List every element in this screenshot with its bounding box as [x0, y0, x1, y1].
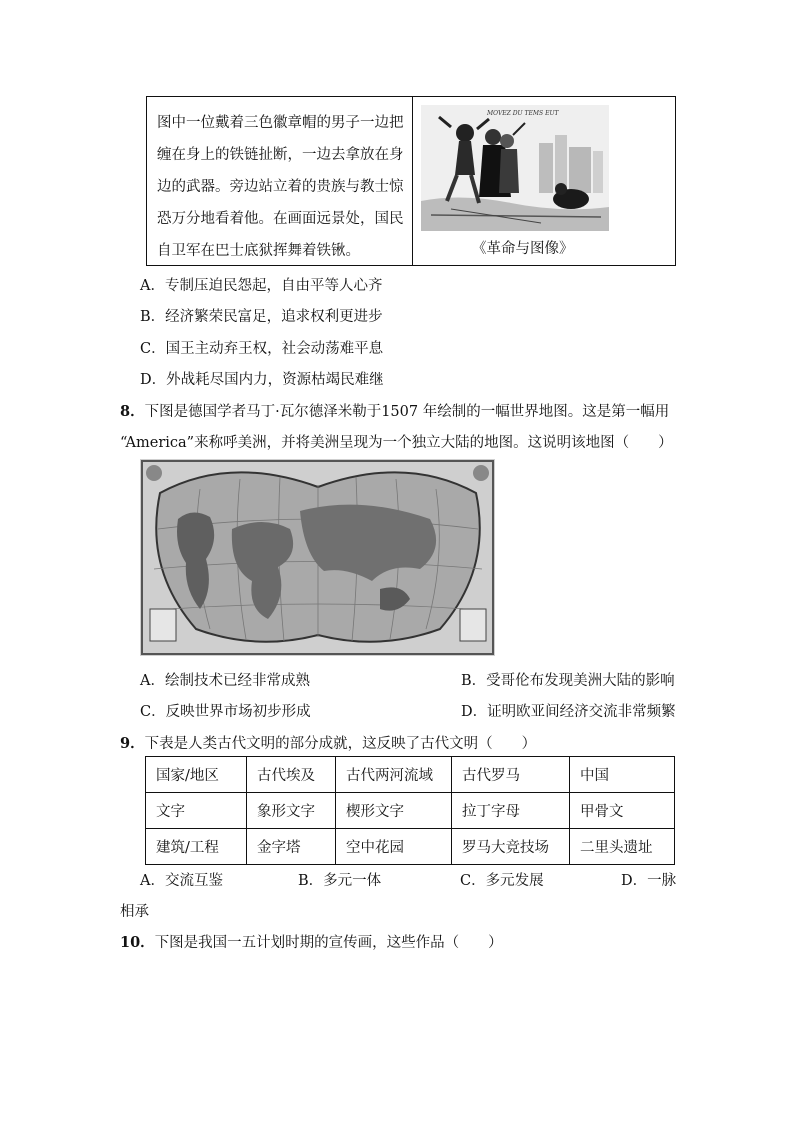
table-cell: 古代罗马	[452, 757, 570, 793]
q7-option-a: A．专制压迫民怨起，自由平等人心齐	[140, 278, 383, 294]
q10-number: 10．	[120, 934, 155, 951]
table-cell: 古代埃及	[247, 757, 336, 793]
q7-desc-line: 边的武器。旁边站立着的贵族与教士惊	[157, 179, 404, 195]
q8-number: 8．	[120, 403, 145, 420]
table-cell: 楔形文字	[336, 793, 452, 829]
q10-stem: 10．下图是我国一五计划时期的宣传画，这些作品（ ）	[120, 934, 503, 951]
table-cell: 甲骨文	[570, 793, 675, 829]
q7-option-b: B．经济繁荣民富足，追求权利更进步	[140, 309, 383, 325]
q9-option-d-wrap: 相承	[120, 904, 149, 920]
cartoon-caption: 《革命与图像》	[472, 241, 574, 257]
q8-option-a: A．绘制技术已经非常成熟	[140, 673, 310, 689]
table-cell: 金字塔	[247, 829, 336, 865]
q9-option-d: D．一脉	[621, 873, 677, 889]
table-row	[146, 829, 675, 865]
q9-option-b: B．多元一体	[298, 873, 382, 889]
q7-desc-line: 缠在身上的铁链扯断，一边去拿放在身	[157, 147, 404, 163]
waldseemuller-world-map-image	[140, 459, 495, 656]
q8-stem-line1: 8．下图是德国学者马丁·瓦尔德泽米勒于1507 年绘制的一幅世界地图。这是第一幅用	[120, 403, 670, 420]
q7-desc-line: 图中一位戴着三色徽章帽的男子一边把	[157, 115, 404, 131]
q9-option-c: C．多元发展	[460, 873, 544, 889]
q7-option-c: C．国王主动弃王权，社会动荡难平息	[140, 341, 384, 357]
q7-material-box	[146, 96, 676, 266]
q7-desc-line: 自卫军在巴士底狱挥舞着铁锹。	[157, 243, 360, 259]
q7-description	[157, 107, 407, 267]
q8-stem-line2: “America”来称呼美洲，并将美洲呈现为一个独立大陆的地图。这说明该地图（ ）	[120, 435, 673, 451]
table-row	[146, 793, 675, 829]
table-cell: 罗马大竞技场	[452, 829, 570, 865]
q8-option-d: D．证明欧亚间经济交流非常频繁	[461, 704, 676, 720]
table-row	[146, 757, 675, 793]
q8-option-b: B．受哥伦布发现美洲大陆的影响	[461, 673, 675, 689]
q7-divider	[412, 97, 413, 265]
table-cell: 古代两河流域	[336, 757, 452, 793]
q7-option-d: D．外战耗尽国内力，资源枯竭民难继	[140, 372, 384, 388]
table-cell: 建筑/工程	[146, 829, 247, 865]
table-cell: 空中花园	[336, 829, 452, 865]
table-cell: 象形文字	[247, 793, 336, 829]
table-cell: 中国	[570, 757, 675, 793]
table-cell: 二里头遗址	[570, 829, 675, 865]
q8-option-c: C．反映世界市场初步形成	[140, 704, 311, 720]
civilization-achievements-table	[145, 756, 675, 865]
table-cell: 拉丁字母	[452, 793, 570, 829]
revolution-cartoon-image	[421, 105, 609, 231]
q9-option-a: A．交流互鉴	[140, 873, 223, 889]
q9-number: 9．	[120, 735, 145, 752]
q9-stem: 9．下表是人类古代文明的部分成就，这反映了古代文明（ ）	[120, 735, 537, 752]
table-cell: 文字	[146, 793, 247, 829]
table-cell: 国家/地区	[146, 757, 247, 793]
q7-desc-line: 恐万分地看着他。在画面远景处，国民	[157, 211, 404, 227]
cartoon-heading: MOVEZ DU TEMS EUT	[487, 110, 559, 117]
